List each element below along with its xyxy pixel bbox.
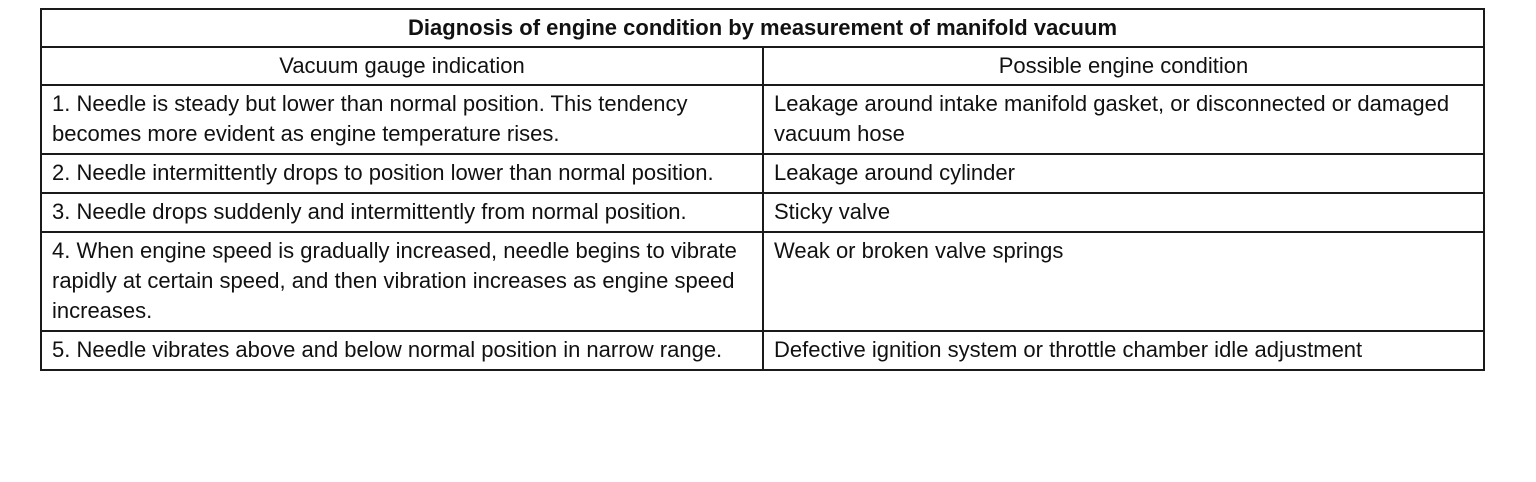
diagnosis-table: [40, 8, 1485, 371]
header-possible-engine-condition: Possible engine condition: [763, 47, 1484, 85]
indication-cell: 5. Needle vibrates above and below normal position in narrow range.: [41, 331, 763, 370]
condition-cell: Defective ignition system or throttle chamber idle adjustment: [763, 331, 1484, 370]
table-row: [41, 331, 1484, 370]
table-header-row: [41, 47, 1484, 85]
table-title: Diagnosis of engine condition by measurement of manifold vacuum: [41, 9, 1484, 47]
condition-cell: Leakage around intake manifold gasket, or disconnected or damaged vacuum hose: [763, 85, 1484, 154]
condition-cell: Sticky valve: [763, 193, 1484, 232]
table-row: [41, 232, 1484, 331]
indication-cell: 3. Needle drops suddenly and intermittently from normal position.: [41, 193, 763, 232]
table-row: [41, 154, 1484, 193]
indication-cell: 4. When engine speed is gradually increased, needle begins to vibrate rapidly at certain speed, and then vibration increases as engine speed increases.: [41, 232, 763, 331]
indication-cell: 2. Needle intermittently drops to position lower than normal position.: [41, 154, 763, 193]
table-title-row: [41, 9, 1484, 47]
indication-cell: 1. Needle is steady but lower than normal position. This tendency becomes more evident as engine temperature rises.: [41, 85, 763, 154]
header-vacuum-gauge-indication: Vacuum gauge indication: [41, 47, 763, 85]
condition-cell: Leakage around cylinder: [763, 154, 1484, 193]
table-row: [41, 193, 1484, 232]
condition-cell: Weak or broken valve springs: [763, 232, 1484, 331]
table-row: [41, 85, 1484, 154]
